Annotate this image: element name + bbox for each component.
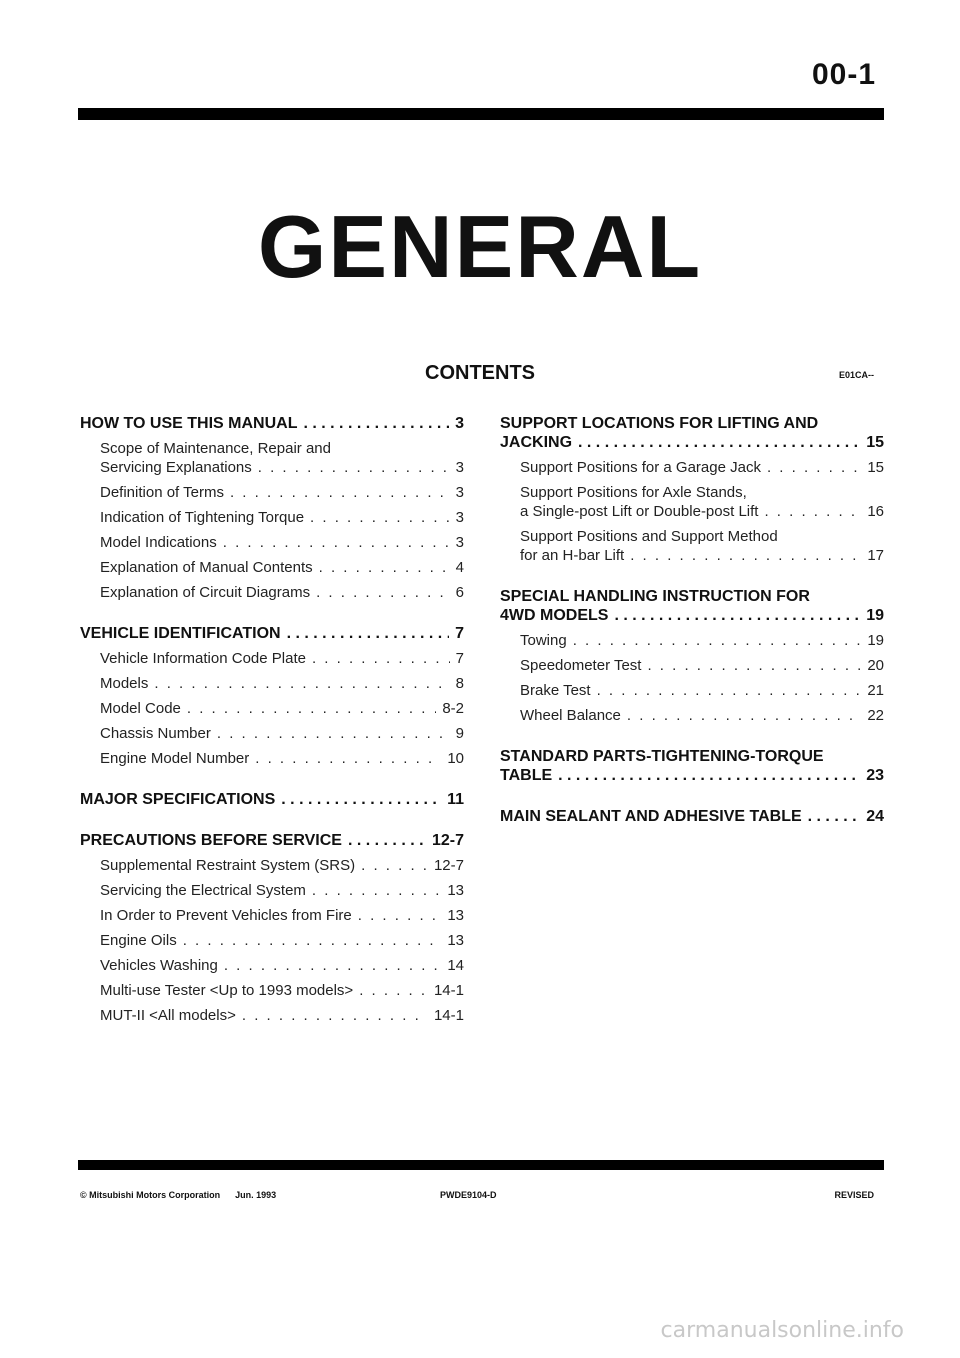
subsection-item-label: Vehicles Washing	[100, 957, 218, 974]
dot-leader	[764, 502, 861, 521]
subsection-item[interactable]	[520, 458, 884, 477]
section-entry[interactable]	[500, 807, 884, 826]
dot-leader	[287, 624, 450, 643]
section-entry[interactable]	[80, 790, 464, 809]
subsection-item[interactable]	[100, 508, 464, 527]
subsection-item-label: Model Indications	[100, 534, 217, 551]
section-title-line: STANDARD PARTS-TIGHTENING-TORQUE	[500, 748, 824, 765]
subsection-item-label: Multi-use Tester <Up to 1993 models>	[100, 982, 354, 999]
subsection-item-page: 14-1	[433, 982, 464, 999]
dot-leader	[223, 533, 450, 552]
contents-section	[500, 807, 884, 826]
page-number: 00-1	[811, 58, 876, 91]
section-entry-label: TABLE	[500, 767, 553, 784]
contents-section	[80, 624, 464, 768]
subsection-item-page: 3	[455, 534, 464, 551]
subsection-item[interactable]	[100, 749, 464, 768]
section-entry[interactable]	[500, 766, 884, 785]
dot-leader	[187, 699, 436, 718]
section-entry-label: VEHICLE IDENTIFICATION	[80, 625, 281, 642]
contents-left-column	[80, 414, 464, 1047]
dot-leader	[154, 674, 449, 693]
subsection-entry[interactable]	[500, 706, 884, 725]
subsection-entry[interactable]	[80, 508, 464, 527]
subsection-item-label: Support Positions for a Garage Jack	[520, 459, 761, 476]
subsection-item[interactable]	[100, 533, 464, 552]
subsection-item-label: Supplemental Restraint System (SRS)	[100, 857, 356, 874]
copyright-text: © Mitsubishi Motors Corporation	[80, 1190, 221, 1200]
subsection-item-page: 14-1	[433, 1007, 464, 1024]
subsection-item-label: Model Code	[100, 700, 181, 717]
subsection-item-label: MUT-II <All models>	[100, 1007, 236, 1024]
subsection-item-page: 4	[455, 559, 464, 576]
subsection-item[interactable]	[520, 546, 884, 565]
subsection-item-page: 3	[455, 509, 464, 526]
subsection-item-label: Servicing Explanations	[100, 459, 252, 476]
dot-leader	[767, 458, 861, 477]
subsection-item-label: Engine Oils	[100, 932, 177, 949]
section-entry-page: 7	[455, 625, 464, 642]
dot-leader	[281, 790, 441, 809]
subsection-title-line: Support Positions for Axle Stands,	[520, 484, 747, 501]
subsection-entry[interactable]	[80, 749, 464, 768]
subsection-item-page: 17	[867, 547, 884, 564]
subsection-item-page: 10	[447, 750, 464, 767]
subsection-item-label: Brake Test	[520, 682, 591, 699]
subsection-item[interactable]	[100, 1006, 464, 1025]
dot-leader	[303, 414, 449, 433]
subsection-item[interactable]	[100, 699, 464, 718]
subsection-item-label: Models	[100, 675, 149, 692]
contents-section	[80, 414, 464, 602]
footer-date: Jun. 1993	[235, 1190, 277, 1200]
dot-leader	[578, 433, 860, 452]
subsection-item-page: 7	[455, 650, 464, 667]
subsection-item[interactable]	[520, 706, 884, 725]
dot-leader	[647, 656, 861, 675]
dot-leader	[319, 558, 450, 577]
section-entry-page: 23	[866, 767, 884, 784]
subsection-item-page: 3	[455, 484, 464, 501]
subsection-entry[interactable]	[80, 931, 464, 950]
reference-code: E01CA--	[838, 370, 874, 380]
subsection-item-label: a Single-post Lift or Double-post Lift	[520, 503, 759, 520]
subsection-entry[interactable]	[500, 458, 884, 477]
section-title-line: SUPPORT LOCATIONS FOR LIFTING AND	[500, 415, 819, 432]
footer-status: REVISED	[834, 1190, 874, 1200]
dot-leader	[614, 606, 860, 625]
subsection-entry[interactable]	[80, 649, 464, 668]
subsection-entry[interactable]	[80, 906, 464, 925]
subsection-item-page: 13	[447, 882, 464, 899]
contents-right-column	[500, 414, 884, 848]
subsection-item[interactable]	[520, 502, 884, 521]
section-entry-page: 3	[455, 415, 464, 432]
subsection-item[interactable]	[100, 483, 464, 502]
subsection-item-page: 8-2	[442, 700, 464, 717]
subsection-item-label: Definition of Terms	[100, 484, 224, 501]
subsection-item-page: 8	[455, 675, 464, 692]
main-title: GENERAL	[257, 197, 703, 296]
subsection-entry[interactable]	[80, 956, 464, 975]
bottom-rule	[78, 1160, 884, 1170]
dot-leader	[183, 931, 442, 950]
dot-leader	[359, 981, 428, 1000]
section-entry-label: HOW TO USE THIS MANUAL	[80, 415, 298, 432]
contents-section	[80, 790, 464, 809]
subsection-entry[interactable]	[80, 439, 464, 477]
subsection-item[interactable]	[100, 856, 464, 875]
subsection-item-label: Vehicle Information Code Plate	[100, 650, 306, 667]
section-entry-page: 12-7	[431, 832, 464, 849]
dot-leader	[597, 681, 862, 700]
subsection-entry[interactable]	[500, 681, 884, 700]
dot-leader	[230, 483, 450, 502]
subsection-item-label: Explanation of Circuit Diagrams	[100, 584, 311, 601]
subsection-entry[interactable]	[80, 583, 464, 602]
contents-section	[500, 747, 884, 785]
subsection-item[interactable]	[100, 724, 464, 743]
top-rule	[78, 108, 884, 120]
subsection-item[interactable]	[100, 674, 464, 693]
dot-leader	[348, 831, 426, 850]
subsection-entry[interactable]	[80, 699, 464, 718]
subsection-item-page: 3	[455, 459, 464, 476]
subsection-item-label: Servicing the Electrical System	[100, 882, 306, 899]
section-entry-label: 4WD MODELS	[500, 607, 609, 624]
contents-heading: CONTENTS	[425, 362, 535, 384]
section-entry-label: MAIN SEALANT AND ADHESIVE TABLE	[500, 808, 802, 825]
subsection-item[interactable]	[100, 649, 464, 668]
subsection-entry[interactable]	[500, 656, 884, 675]
subsection-item-page: 20	[867, 657, 884, 674]
subsection-item[interactable]	[520, 681, 884, 700]
subsection-item-label: Explanation of Manual Contents	[100, 559, 313, 576]
section-entry-label: MAJOR SPECIFICATIONS	[80, 791, 276, 808]
subsection-item-page: 19	[867, 632, 884, 649]
subsection-entry[interactable]	[80, 981, 464, 1000]
subsection-item-label: Speedometer Test	[520, 657, 642, 674]
dot-leader	[630, 546, 861, 565]
subsection-item-label: for an H-bar Lift	[520, 547, 625, 564]
subsection-item[interactable]	[100, 458, 464, 477]
section-entry[interactable]	[500, 433, 884, 452]
section-entry-page: 19	[866, 607, 884, 624]
section-entry[interactable]	[80, 624, 464, 643]
subsection-entry[interactable]	[80, 881, 464, 900]
subsection-item-label: Chassis Number	[100, 725, 211, 742]
dot-leader	[310, 508, 450, 527]
dot-leader	[573, 631, 862, 650]
contents-section	[500, 587, 884, 725]
subsection-entry[interactable]	[80, 674, 464, 693]
footer-copyright	[80, 1190, 276, 1200]
subsection-entry[interactable]	[80, 533, 464, 552]
section-entry[interactable]	[80, 831, 464, 850]
watermark: carmanualsonline.info	[660, 1318, 904, 1343]
section-title-line: SPECIAL HANDLING INSTRUCTION FOR	[500, 588, 810, 605]
subsection-item[interactable]	[100, 981, 464, 1000]
dot-leader	[217, 724, 450, 743]
subsection-entry[interactable]	[500, 631, 884, 650]
subsection-item-page: 12-7	[433, 857, 464, 874]
subsection-item[interactable]	[520, 631, 884, 650]
subsection-item[interactable]	[100, 931, 464, 950]
subsection-item-label: Indication of Tightening Torque	[100, 509, 305, 526]
dot-leader	[258, 458, 450, 477]
subsection-entry[interactable]	[80, 724, 464, 743]
dot-leader	[312, 649, 450, 668]
subsection-item-page: 16	[867, 503, 884, 520]
dot-leader	[255, 749, 441, 768]
contents-section	[500, 414, 884, 565]
subsection-entry[interactable]	[80, 558, 464, 577]
section-entry-page: 15	[866, 434, 884, 451]
dot-leader	[808, 807, 861, 826]
subsection-title-line: Support Positions and Support Method	[520, 528, 778, 545]
subsection-item-label: In Order to Prevent Vehicles from Fire	[100, 907, 352, 924]
subsection-item-page: 13	[447, 907, 464, 924]
section-entry-page: 11	[447, 791, 464, 808]
subsection-item[interactable]	[100, 881, 464, 900]
section-entry-page: 24	[866, 808, 884, 825]
subsection-item[interactable]	[100, 906, 464, 925]
dot-leader	[358, 906, 442, 925]
footer-code: PWDE9104-D	[440, 1190, 497, 1200]
dot-leader	[316, 583, 450, 602]
subsection-item-page: 15	[867, 459, 884, 476]
subsection-item-page: 9	[455, 725, 464, 742]
subsection-item[interactable]	[100, 558, 464, 577]
dot-leader	[312, 881, 441, 900]
subsection-entry[interactable]	[80, 856, 464, 875]
subsection-entry[interactable]	[500, 527, 884, 565]
subsection-item-page: 14	[447, 957, 464, 974]
contents-section	[80, 831, 464, 1025]
subsection-item-label: Wheel Balance	[520, 707, 621, 724]
subsection-item[interactable]	[520, 656, 884, 675]
subsection-item-page: 13	[447, 932, 464, 949]
subsection-item[interactable]	[100, 956, 464, 975]
subsection-item-label: Engine Model Number	[100, 750, 250, 767]
section-entry[interactable]	[500, 606, 884, 625]
dot-leader	[627, 706, 861, 725]
subsection-item[interactable]	[100, 583, 464, 602]
subsection-entry[interactable]	[500, 483, 884, 521]
section-entry[interactable]	[80, 414, 464, 433]
subsection-entry[interactable]	[80, 483, 464, 502]
section-entry-label: PRECAUTIONS BEFORE SERVICE	[80, 832, 342, 849]
subsection-item-page: 22	[867, 707, 884, 724]
subsection-entry[interactable]	[80, 1006, 464, 1025]
dot-leader	[558, 766, 860, 785]
dot-leader	[242, 1006, 428, 1025]
dot-leader	[361, 856, 428, 875]
subsection-item-page: 6	[455, 584, 464, 601]
section-entry-label: JACKING	[500, 434, 573, 451]
subsection-item-label: Towing	[520, 632, 567, 649]
dot-leader	[224, 956, 441, 975]
subsection-item-page: 21	[867, 682, 884, 699]
subsection-title-line: Scope of Maintenance, Repair and	[100, 440, 331, 457]
